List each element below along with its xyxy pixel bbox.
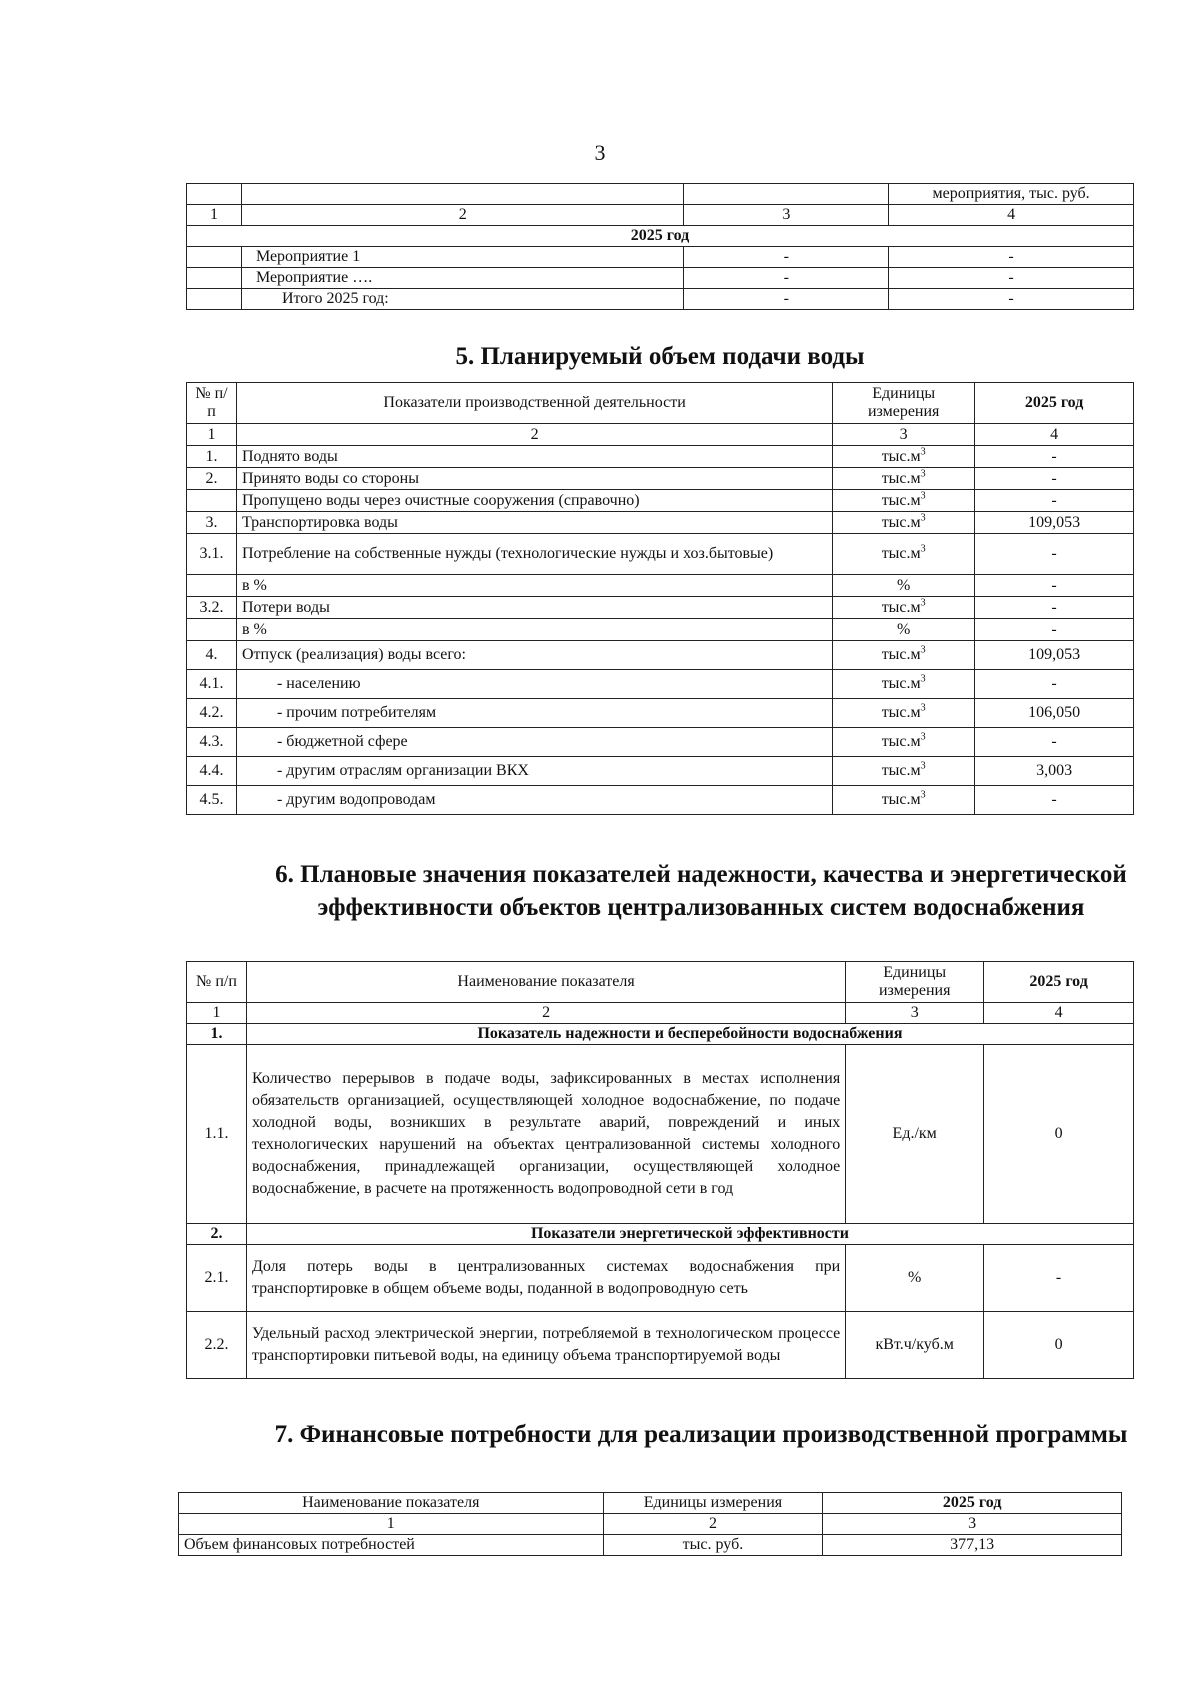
indicator-value: - (975, 786, 1134, 815)
unit-superscript: 3 (920, 597, 926, 609)
table-row (187, 597, 1134, 619)
table-row (187, 757, 1134, 786)
indicator-unit: % (833, 575, 975, 597)
col-num: 4 (889, 205, 1134, 226)
indicator-value: - (975, 728, 1134, 757)
unit-superscript: 3 (920, 512, 926, 524)
header-year: 2025 год (975, 383, 1134, 424)
unit-superscript: 3 (920, 468, 926, 480)
indicator-name: Количество перерывов в подаче воды, зафиксированных в местах исполнения обязательств организацией, осуществляющей холодное водоснабжение, по подаче холодной воды, возникших в результате аварий, повреждений и иных технологических нарушений на объектах централизованной системы холодного водоснабжения, принадлежащей организации, осуществляющей холодное водоснабжение, в расчете на протяженность водопроводной сети в год (246, 1045, 845, 1224)
header-unit: Единицы измерения (846, 962, 984, 1003)
group-num: 1. (187, 1024, 247, 1045)
header-year: 2025 год (823, 1493, 1122, 1514)
indicator-value: 106,050 (975, 699, 1134, 728)
indicator-unit: кВт.ч/куб.м (846, 1312, 984, 1379)
table-row (187, 289, 1134, 310)
table-row (187, 446, 1134, 468)
table-row (187, 247, 1134, 268)
reliability-table (186, 961, 1134, 1379)
measure-value: - (889, 268, 1134, 289)
col-num: 4 (984, 1003, 1134, 1024)
unit-superscript: 3 (920, 490, 926, 502)
measure-name: Мероприятие …. (241, 268, 684, 289)
indicator-value: - (975, 446, 1134, 468)
indicator-value: 3,003 (975, 757, 1134, 786)
indicator-name: Отпуск (реализация) воды всего: (236, 641, 832, 670)
table-row (187, 468, 1134, 490)
row-num: 1. (187, 446, 237, 468)
row-num: 2. (187, 468, 237, 490)
header-unit: Единицы измерения (833, 383, 975, 424)
indicator-unit: $тыс.м^3$ (833, 757, 975, 786)
table-row (187, 670, 1134, 699)
measure-name: Мероприятие 1 (241, 247, 684, 268)
table-row (187, 490, 1134, 512)
indicator-unit: $тыс.м^3$ (833, 641, 975, 670)
indicator-name: - другим отраслям организации ВКХ (236, 757, 832, 786)
table-row (179, 1535, 1122, 1556)
indicator-unit: $тыс.м^3$ (833, 728, 975, 757)
col-num: 1 (187, 424, 237, 446)
col-num: 2 (236, 424, 832, 446)
unit-superscript: 3 (920, 446, 926, 458)
row-num (187, 619, 237, 641)
indicator-name: Удельный расход электрической энергии, потребляемой в технологическом процессе транспортировки питьевой воды, на единицу объема транспортируемой воды (246, 1312, 845, 1379)
table-row (187, 1312, 1134, 1379)
indicator-name: в % (236, 575, 832, 597)
indicator-value: - (975, 468, 1134, 490)
header-unit: Единицы измерения (603, 1493, 823, 1514)
indicator-name: Пропущено воды через очистные сооружения (справочно) (236, 490, 832, 512)
indicator-value: 0 (984, 1312, 1134, 1379)
row-num: 2.1. (187, 1245, 247, 1312)
header-name: Наименование показателя (246, 962, 845, 1003)
col-num: 3 (684, 205, 889, 226)
page-number: 3 (594, 140, 606, 165)
header-name: Наименование показателя (179, 1493, 604, 1514)
unit-superscript: 3 (920, 760, 926, 772)
row-num: 4.1. (187, 670, 237, 699)
measure-total: Итого 2025 год: (241, 289, 684, 310)
header-num: № п/п (187, 383, 237, 424)
measure-value: - (684, 268, 889, 289)
measure-value: - (889, 289, 1134, 310)
indicator-unit: % (846, 1245, 984, 1312)
indicator-value: - (975, 670, 1134, 699)
table-row (187, 268, 1134, 289)
col-num: 1 (179, 1514, 604, 1535)
water-supply-table (186, 382, 1134, 815)
row-num: 3.1. (187, 534, 237, 575)
measures-table (186, 183, 1134, 310)
col-num: 2 (603, 1514, 823, 1535)
row-num: 4.5. (187, 786, 237, 815)
indicator-value: 109,053 (975, 512, 1134, 534)
col-num: 1 (187, 205, 242, 226)
group-title: Показатель надежности и бесперебойности водоснабжения (246, 1024, 1133, 1045)
row-num: 3. (187, 512, 237, 534)
col-num: 3 (846, 1003, 984, 1024)
col-num: 3 (833, 424, 975, 446)
indicator-unit: $тыс.м^3$ (833, 699, 975, 728)
section-7-title: 7. Финансовые потребности для реализации производственной программы (274, 1421, 1128, 1448)
unit-superscript: 3 (920, 543, 926, 555)
indicator-unit: Ед./км (846, 1045, 984, 1224)
measure-value: - (684, 289, 889, 310)
unit-superscript: 3 (920, 702, 926, 714)
table-row (187, 699, 1134, 728)
indicator-name: Доля потерь воды в централизованных системах водоснабжения при транспортировке в общем объеме воды, поданной в водопроводную сеть (246, 1245, 845, 1312)
measure-value: - (684, 247, 889, 268)
col-num: 2 (246, 1003, 845, 1024)
indicator-value: - (975, 597, 1134, 619)
indicator-unit: $тыс.м^3$ (833, 534, 975, 575)
indicator-name: - другим водопроводам (236, 786, 832, 815)
indicator-unit: $тыс.м^3$ (833, 446, 975, 468)
row-num: 4. (187, 641, 237, 670)
indicator-value: - (975, 575, 1134, 597)
indicator-value: 0 (984, 1045, 1134, 1224)
col-num: 1 (187, 1003, 247, 1024)
finance-value: 377,13 (823, 1535, 1122, 1556)
row-num (187, 575, 237, 597)
indicator-name: в % (236, 619, 832, 641)
row-num: 4.3. (187, 728, 237, 757)
table-row (187, 1245, 1134, 1312)
table-row (187, 619, 1134, 641)
table-row (187, 641, 1134, 670)
measure-value: - (889, 247, 1134, 268)
section-6-title: 6. Плановые значения показателей надежности, качества и энергетической эффективности объектов централизованных систем водоснабжения (275, 861, 1127, 921)
header-num: № п/п (187, 962, 247, 1003)
indicator-value: - (975, 534, 1134, 575)
indicator-value: - (975, 490, 1134, 512)
finance-table (178, 1492, 1122, 1556)
indicator-value: - (984, 1245, 1134, 1312)
header-year: 2025 год (984, 962, 1134, 1003)
section-5-title: 5. Планируемый объем подачи воды (455, 343, 865, 370)
row-num: 2.2. (187, 1312, 247, 1379)
indicator-value: - (975, 619, 1134, 641)
year-row: 2025 год (187, 226, 1134, 247)
unit-superscript: 3 (920, 673, 926, 685)
row-num: 4.2. (187, 699, 237, 728)
row-num: 1.1. (187, 1045, 247, 1224)
indicator-name: Потери воды (236, 597, 832, 619)
unit-superscript: 3 (920, 789, 926, 801)
header-cost-tail: мероприятия, тыс. руб. (889, 184, 1134, 205)
table-row (187, 1045, 1134, 1224)
indicator-unit: $тыс.м^3$ (833, 597, 975, 619)
indicator-value: 109,053 (975, 641, 1134, 670)
col-num: 3 (823, 1514, 1122, 1535)
indicator-unit: $тыс.м^3$ (833, 786, 975, 815)
group-title: Показатели энергетической эффективности (246, 1224, 1133, 1245)
indicator-name: Транспортировка воды (236, 512, 832, 534)
table-row (187, 575, 1134, 597)
col-num: 2 (241, 205, 684, 226)
finance-unit: тыс. руб. (603, 1535, 823, 1556)
indicator-name: Принято воды со стороны (236, 468, 832, 490)
col-num: 4 (975, 424, 1134, 446)
indicator-unit: $тыс.м^3$ (833, 512, 975, 534)
finance-name: Объем финансовых потребностей (179, 1535, 604, 1556)
indicator-name: - бюджетной сфере (236, 728, 832, 757)
row-num (187, 490, 237, 512)
indicator-name: - прочим потребителям (236, 699, 832, 728)
group-num: 2. (187, 1224, 247, 1245)
table-row (187, 786, 1134, 815)
indicator-unit: $тыс.м^3$ (833, 490, 975, 512)
row-num: 3.2. (187, 597, 237, 619)
unit-superscript: 3 (920, 731, 926, 743)
indicator-unit: % (833, 619, 975, 641)
table-row (187, 534, 1134, 575)
indicator-unit: $тыс.м^3$ (833, 670, 975, 699)
indicator-name: - населению (236, 670, 832, 699)
header-name: Показатели производственной деятельности (236, 383, 832, 424)
indicator-unit: $тыс.м^3$ (833, 468, 975, 490)
unit-superscript: 3 (920, 644, 926, 656)
indicator-name: Поднято воды (236, 446, 832, 468)
table-row (187, 728, 1134, 757)
row-num: 4.4. (187, 757, 237, 786)
indicator-name: Потребление на собственные нужды (технологические нужды и хоз.бытовые) (236, 534, 832, 575)
table-row (187, 512, 1134, 534)
